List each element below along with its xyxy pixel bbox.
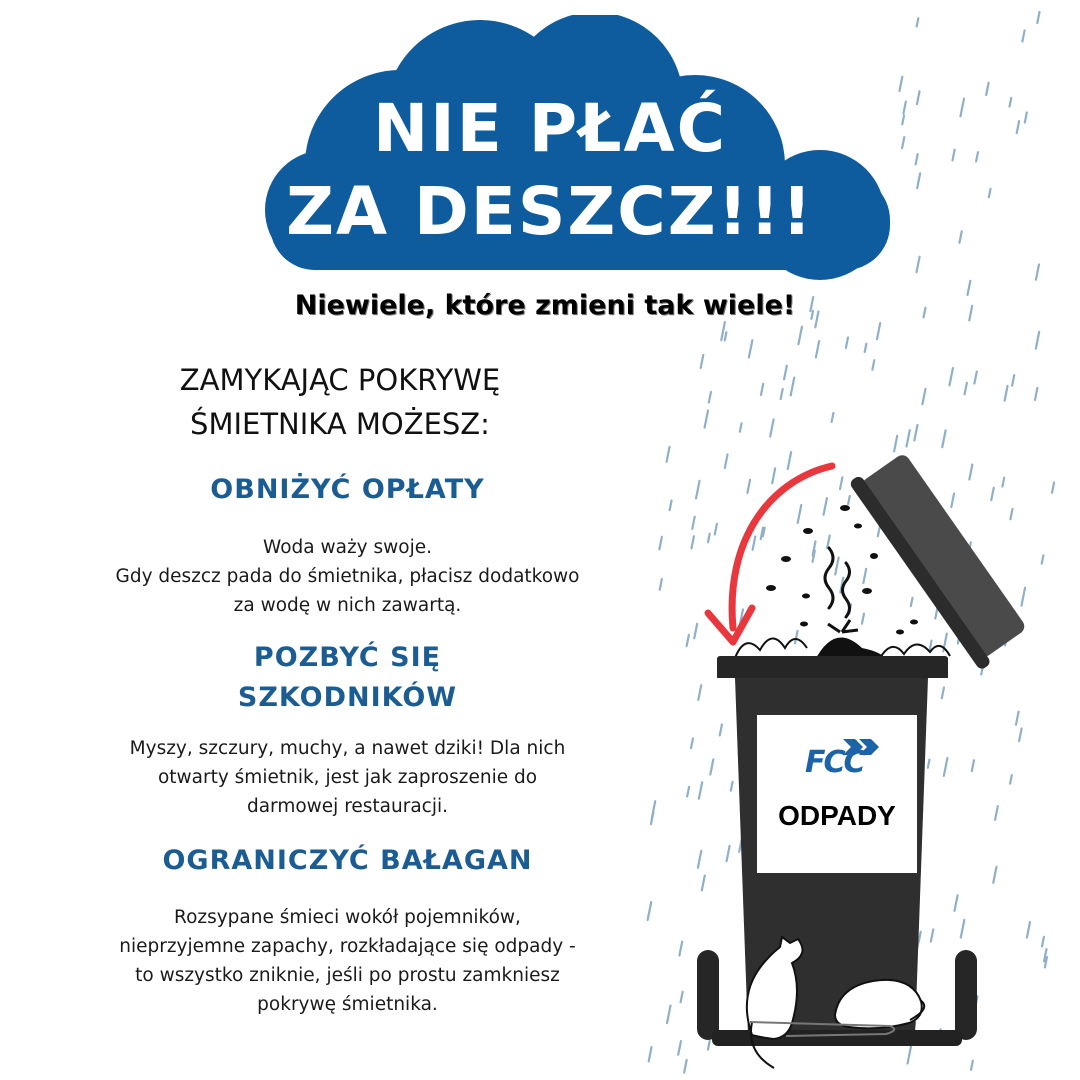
rain-drop — [791, 378, 795, 396]
rain-drop — [1036, 264, 1039, 279]
rain-drop — [916, 154, 918, 164]
rain-drop — [1022, 30, 1024, 41]
rain-drop — [1036, 332, 1039, 349]
benefit-text-mess — [60, 903, 635, 1019]
benefit-text-line: za wodę w nich zawartą. — [233, 595, 462, 616]
rain-drop — [924, 308, 926, 318]
rain-drop — [709, 392, 711, 403]
benefit-text-line: otwarty śmietnik, jest jak zaproszenie do — [157, 767, 538, 788]
rain-drop — [989, 189, 991, 197]
benefit-heading-line: OBNIŻYĆ OPŁATY — [210, 474, 485, 505]
rain-drop — [872, 360, 874, 370]
benefit-heading-line: OGRANICZYĆ BAŁAGAN — [162, 845, 533, 876]
rain-drop — [968, 281, 971, 295]
rain-drop — [1025, 112, 1027, 122]
benefit-heading-line: POZBYĆ SIĘ — [253, 642, 442, 673]
benefit-text-line: Woda waży swoje. — [263, 537, 432, 558]
rain-drop — [832, 413, 834, 422]
fcc-logo-text: FCC — [805, 745, 864, 780]
rain-drop — [917, 257, 920, 272]
rain-drop — [761, 384, 763, 395]
benefit-text-line: Myszy, szczury, muchy, a nawet dziki! Dla nich — [129, 738, 566, 759]
benefit-heading-mess — [60, 841, 635, 881]
rain-drop — [877, 323, 880, 339]
rain-drop — [784, 366, 787, 380]
rain-drop — [976, 152, 978, 161]
rain-drop — [965, 383, 967, 395]
subtitle: Niewiele, które zmieni tak wiele! — [294, 290, 796, 321]
rain-drop — [922, 389, 925, 404]
benefit-text-line: nieprzyjemne zapachy, rozkładające się odpady - — [119, 936, 576, 957]
rain-drop — [917, 18, 919, 26]
rain-drop — [816, 341, 819, 357]
garbage-bag-icon — [735, 620, 950, 660]
rain-drop — [1005, 386, 1008, 401]
curved-arrow-icon — [708, 466, 832, 642]
benefit-text-line: to wszystko zniknie, jeśli po prostu zamkniesz — [135, 965, 560, 986]
rain-drop — [865, 344, 867, 352]
title-line-1: NIE PŁAĆ — [372, 90, 728, 167]
rain-drop — [1012, 375, 1014, 385]
benefit-text-line: Rozsypane śmieci wokół pojemników, — [174, 907, 521, 928]
benefit-text-pests — [60, 734, 635, 821]
intro-text — [100, 358, 580, 446]
intro-line-2: ŚMIETNIKA MOŻESZ: — [190, 407, 490, 441]
bin-label-text: ODPADY — [778, 800, 896, 831]
rain-drop — [986, 83, 988, 95]
benefit-text-line: pokrywę śmietnika. — [257, 994, 438, 1015]
title-line-2: ZA DESZCZ!!! — [286, 173, 814, 250]
rain-drop — [798, 327, 801, 344]
benefit-heading-fees — [60, 470, 635, 510]
rain-drop — [1010, 98, 1012, 107]
rain-drop — [846, 337, 848, 347]
rain-drop — [725, 332, 727, 340]
rain-drop — [949, 368, 952, 385]
rain-drop — [701, 355, 704, 368]
rain-drop — [960, 99, 964, 117]
rain-drop — [1037, 12, 1039, 23]
rain-drop — [974, 372, 976, 384]
rain-drop — [917, 91, 920, 104]
intro-line-1: ZAMYKAJĄC POKRYWĘ — [179, 363, 501, 397]
benefit-text-line: Gdy deszcz pada do śmietnika, płacisz dodatkowo — [115, 566, 580, 587]
benefit-heading-line: SZKODNIKÓW — [237, 682, 458, 713]
rain-drop — [959, 231, 961, 242]
benefit-text-line: darmowej restauracji. — [246, 796, 449, 817]
rain-drop — [953, 150, 955, 161]
rain-drop — [917, 173, 920, 188]
fcc-logo — [805, 735, 885, 779]
rain-drop — [705, 410, 708, 427]
rain-drop — [969, 306, 972, 321]
rain-drop — [1035, 388, 1037, 400]
benefit-heading-pests — [60, 638, 635, 718]
rain-drop — [1017, 121, 1019, 133]
benefit-text-fees — [60, 533, 635, 620]
rain-drop — [749, 340, 752, 357]
rain-drop — [781, 389, 783, 399]
